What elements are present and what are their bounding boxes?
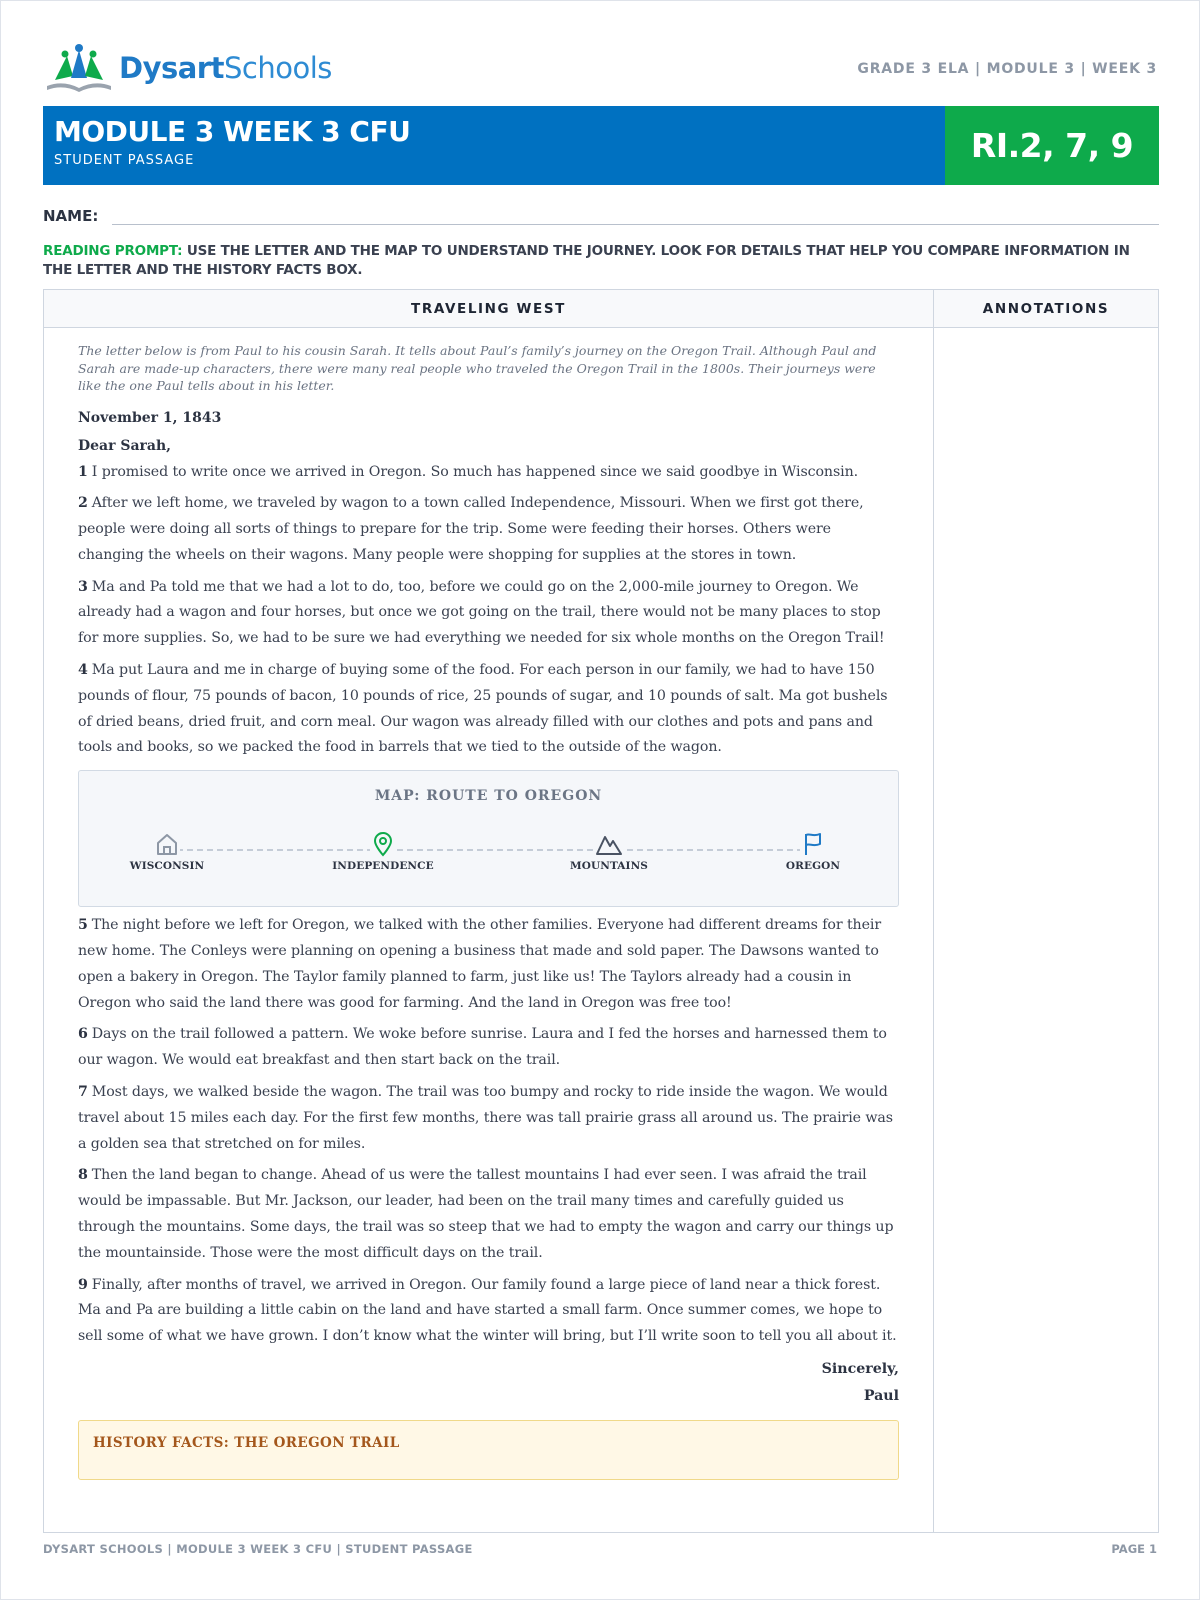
route-map — [78, 770, 899, 907]
paragraph-9 — [78, 1273, 899, 1350]
paragraph-text: Most days, we walked beside the wagon. The trail was too bumpy and rocky to ride inside the wagon. We would travel about 15 miles each day. For the first few months, there was tall prairie grass all around us. The prairie was a golden sea that stretched on for miles. — [78, 1084, 893, 1152]
paragraph-text: Finally, after months of travel, we arrived in Oregon. Our family found a large piece of land near a thick forest. Ma and Pa are building a little cabin on the land and have started a small farm. Once summer comes, we hope to sell some of what we have grown. I don’t know what the winter will bring, but I’ll write soon to tell you all about it. — [78, 1276, 897, 1345]
map-stop-oregon — [753, 831, 873, 872]
table-body — [44, 328, 1158, 1532]
table-header — [44, 290, 1158, 328]
letter-greeting: Dear Sarah, — [78, 437, 172, 454]
paragraph-text: Ma and Pa told me that we had a lot to do, too, before we could go on the 2,000-mile journey to Oregon. We already had a wagon and four horses, but once we got going on the trail, there would not be many places to stop for more supplies. So, we had to be sure we had everything we needed for six whole months on the Oregon Trail! — [78, 578, 885, 647]
map-pin-icon — [370, 831, 396, 857]
paragraph-number: 8 — [78, 1167, 88, 1184]
paragraph-number: 7 — [78, 1084, 88, 1101]
grade-label: GRADE 3 ELA | MODULE 3 | WEEK 3 — [857, 61, 1157, 77]
paragraph-8 — [78, 1163, 899, 1266]
header-traveling-west: TRAVELING WEST — [44, 290, 934, 327]
mountain-icon — [595, 831, 623, 857]
passage-intro: The letter below is from Paul to his cousin Sarah. It tells about Paul’s family’s journey on the Oregon Trail. Although Paul and Sarah are made-up characters, there were many real people who traveled the Oregon Trail in the 1800s. Their journeys were like the one Paul tells about in his letter. — [78, 343, 877, 393]
home-icon — [154, 831, 180, 857]
paragraph-text: Then the land began to change. Ahead of us were the tallest mountains I had ever seen. I was afraid the trail would be impassable. But Mr. Jackson, our leader, had been on the trail many times and carefully guided us through the mountains. Some days, the trail was so steep that we had to empty the wagon and carry our things up the mountainside. Those were the most difficult days on the trail. — [78, 1167, 894, 1261]
map-stop-label: INDEPENDENCE — [332, 860, 434, 873]
letter-signoff — [78, 1356, 899, 1410]
paragraph-text: After we left home, we traveled by wagon to a town called Independence, Missouri. When we first got there, people were doing all sorts of things to prepare for the trip. Some were feeding their horses. Others were changing the wheels on their wagons. Many people were shopping for supplies at the stores in town. — [78, 495, 864, 563]
dysart-logo-icon — [43, 42, 115, 94]
passage-table — [43, 289, 1159, 1533]
map-stop-wisconsin — [107, 831, 227, 872]
header-annotations: ANNOTATIONS — [982, 300, 1110, 317]
paragraph-number: 6 — [78, 1026, 88, 1043]
paragraph-5 — [78, 913, 899, 1016]
page-title: MODULE 3 WEEK 3 CFU — [54, 115, 411, 148]
page-subtitle: STUDENT PASSAGE — [54, 153, 195, 168]
footer-left: DYSART SCHOOLS | MODULE 3 WEEK 3 CFU | STUDENT PASSAGE — [43, 1542, 473, 1556]
history-facts-title: HISTORY FACTS: THE OREGON TRAIL — [93, 1435, 400, 1452]
letter-signature: Paul — [863, 1388, 899, 1405]
paragraph-number: 3 — [78, 578, 88, 595]
name-label: NAME: — [43, 207, 99, 225]
dysart-logo — [43, 41, 332, 95]
history-facts-box — [78, 1420, 899, 1480]
paragraph-2 — [78, 491, 899, 568]
flag-icon — [800, 831, 826, 857]
map-stop-label: MOUNTAINS — [570, 860, 648, 873]
logo-text-schools: Schools — [223, 51, 332, 85]
paragraph-6 — [78, 1022, 899, 1074]
paragraph-number: 9 — [78, 1276, 88, 1293]
paragraph-text: I promised to write once we arrived in Oregon. So much has happened since we said goodbye in Wisconsin. — [91, 463, 859, 480]
paragraph-text: The night before we left for Oregon, we talked with the other families. Everyone had different dreams for their new home. The Conleys were planning on opening a business that made and sold paper. The Dawsons wanted to open a bakery in Oregon. The Taylor family planned to farm, just like us! The Taylors already had a cousin in Oregon who said the land there was good for farming. And the land in Oregon was free too! — [78, 917, 882, 1011]
logo-text-dysart: Dysart — [119, 51, 224, 85]
paragraph-1 — [78, 460, 899, 486]
name-row — [43, 205, 1159, 225]
letter-date: November 1, 1843 — [78, 409, 222, 426]
route-line — [167, 849, 813, 851]
page-number: PAGE 1 — [1111, 1542, 1157, 1556]
title-banner — [43, 106, 1159, 185]
reading-prompt-text: USE THE LETTER AND THE MAP TO UNDERSTAND THE JOURNEY. LOOK FOR DETAILS THAT HELP YOU COMPARE INFORMATION IN THE LETTER AND THE HISTORY FACTS BOX. — [43, 243, 1130, 278]
annotations-column[interactable] — [934, 328, 1158, 1532]
paragraph-text: Days on the trail followed a pattern. We woke before sunrise. Laura and I fed the horses and harnessed them to our wagon. We would eat breakfast and then start back on the trail. — [78, 1026, 887, 1069]
paragraph-7 — [78, 1080, 899, 1157]
standards-badge: RI.2, 7, 9 — [945, 106, 1159, 185]
paragraph-number: 1 — [78, 463, 88, 480]
letter-closing: Sincerely, — [821, 1361, 899, 1378]
paragraph-text: Ma put Laura and me in charge of buying some of the food. For each person in our family, we had to have 150 pounds of flour, 75 pounds of bacon, 10 pounds of rice, 25 pounds of sugar, and 10 pounds of salt. Ma got bushels of dried beans, dried fruit, and corn meal. Our wagon was already filled with our clothes and pots and pans and tools and books, so we packed the food in barrels that we tied to the outside of the wagon. — [78, 662, 888, 756]
map-title: MAP: ROUTE TO OREGON — [374, 788, 603, 805]
paragraph-number: 5 — [78, 917, 88, 934]
passage-column — [44, 328, 934, 1532]
paragraph-3 — [78, 575, 899, 652]
name-field[interactable] — [112, 205, 1159, 225]
reading-prompt-label: READING PROMPT: — [43, 243, 183, 259]
paragraph-4 — [78, 658, 899, 761]
map-stop-independence — [323, 831, 443, 872]
reading-prompt — [43, 242, 1159, 280]
paragraph-number: 4 — [78, 662, 88, 679]
map-stop-mountains — [549, 831, 669, 872]
paragraph-number: 2 — [78, 495, 88, 512]
banner-title-block — [43, 106, 945, 185]
map-stop-label: WISCONSIN — [129, 860, 205, 873]
map-stop-label: OREGON — [785, 860, 841, 873]
